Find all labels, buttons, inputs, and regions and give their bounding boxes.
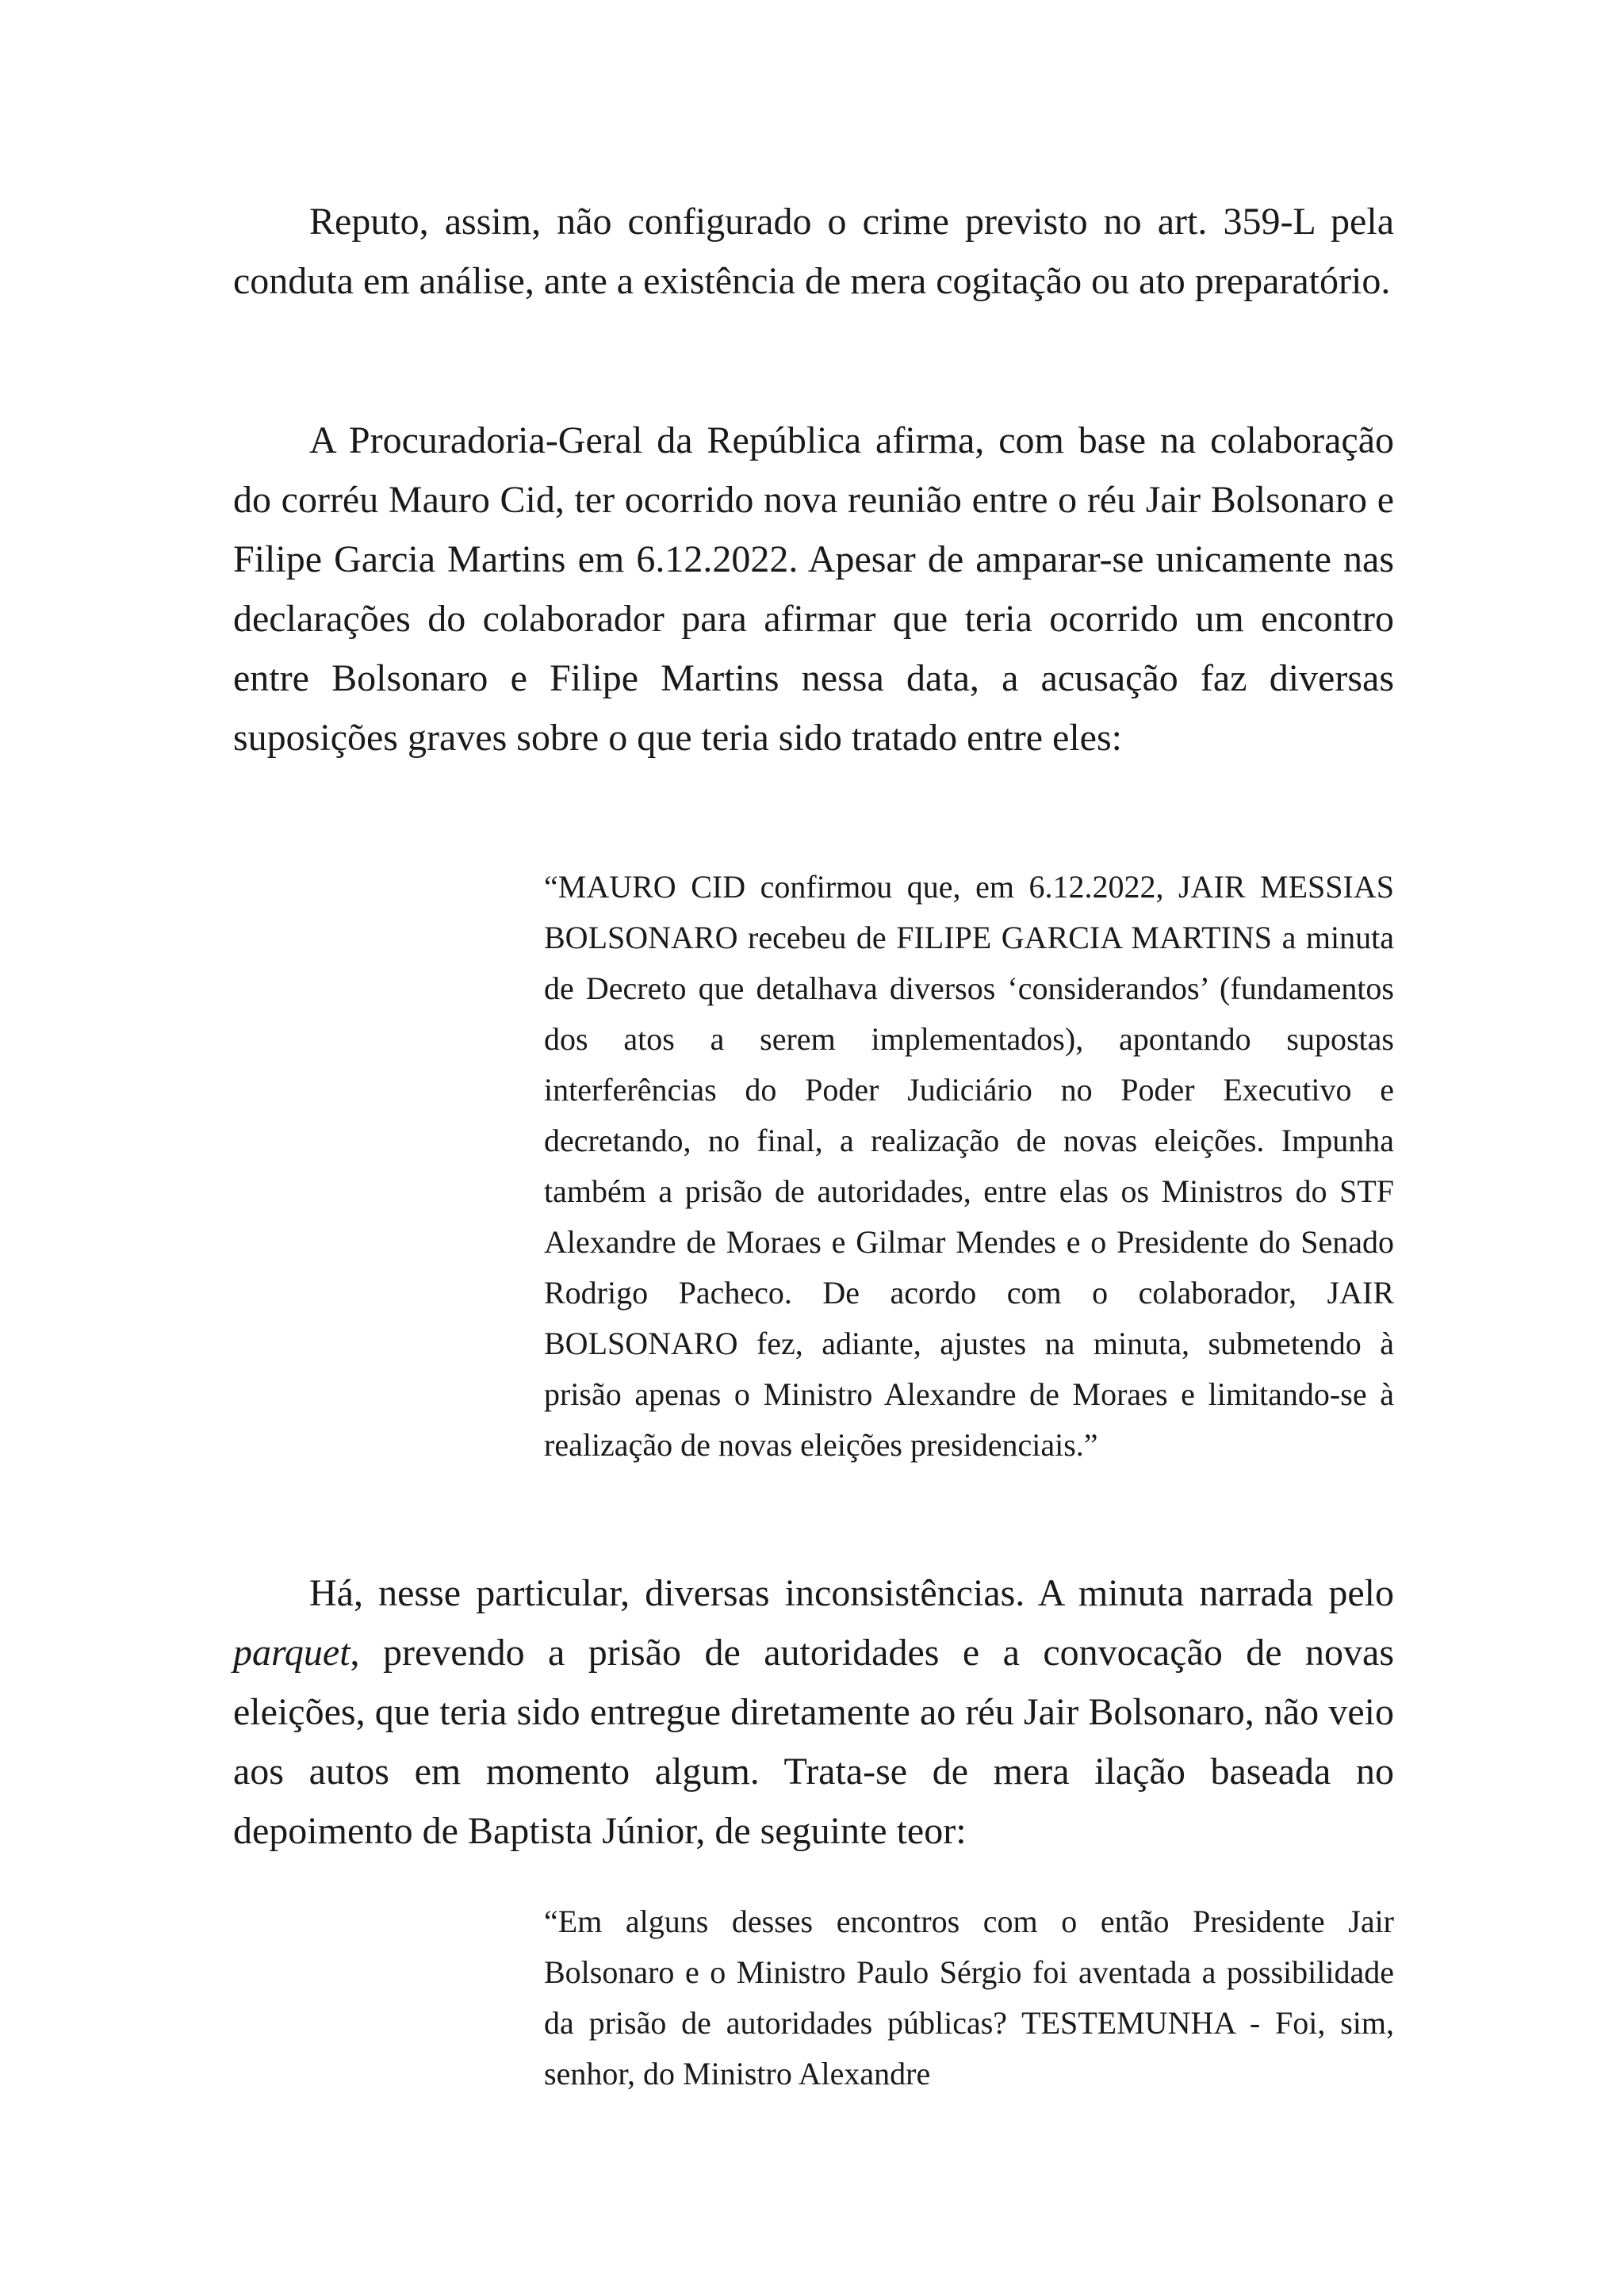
body-paragraph: Reputo, assim, não configurado o crime previsto no art. 359-L pela conduta em análise, ante a existência de mera cogitação ou ato preparatório. xyxy=(233,201,1394,302)
paragraph-text: Há, nesse particular, diversas inconsistências. A minuta narrada pelo xyxy=(309,1572,1394,1614)
block-quote: “MAURO CID confirmou que, em 6.12.2022, JAIR MESSIAS BOLSONARO recebeu de FILIPE GARCIA MARTINS a minuta de Decreto que detalhava diversos ‘considerandos’ (fundamentos dos atos a serem implementados), apontando supostas interferências do Poder Judiciário no Poder Executivo e decretando, no final, a realização de novas eleições. Impunha também a prisão de autoridades, entre elas os Ministros do STF Alexandre de Moraes e Gilmar Mendes e o Presidente do Senado Rodrigo Pacheco. De acordo com o colaborador, JAIR BOLSONARO fez, adiante, ajustes na minuta, submetendo à prisão apenas o Ministro Alexandre de Moraes e limitando-se à realização de novas eleições presidenciais.” xyxy=(544,869,1394,1463)
body-paragraph: A Procuradoria-Geral da República afirma, com base na colaboração do corréu Mauro Cid, ter ocorrido nova reunião entre o réu Jair Bolsonaro e Filipe Garcia Martins em 6.12.2022. Apesar de amparar-se unicamente nas declarações do colaborador para afirmar que teria ocorrido um encontro entre Bolsonaro e Filipe Martins nessa data, a acusação faz diversas suposições graves sobre o que teria sido tratado entre eles: xyxy=(233,419,1394,759)
paragraph-text: , prevendo a prisão de autoridades e a convocação de novas eleições, que teria sido entregue diretamente ao réu Jair Bolsonaro, não veio aos autos em momento algum. Trata-se de mera ilação baseada no depoimento de Baptista Júnior, de seguinte teor: xyxy=(233,1632,1394,1852)
block-quote: “Em alguns desses encontros com o então Presidente Jair Bolsonaro e o Ministro Paulo Sérgio foi aventada a possibilidade da prisão de autoridades públicas? TESTEMUNHA - Foi, sim, senhor, do Ministro Alexandre xyxy=(544,1904,1394,2091)
body-paragraph xyxy=(233,1563,1394,1861)
italic-term: parquet xyxy=(233,1632,350,1674)
